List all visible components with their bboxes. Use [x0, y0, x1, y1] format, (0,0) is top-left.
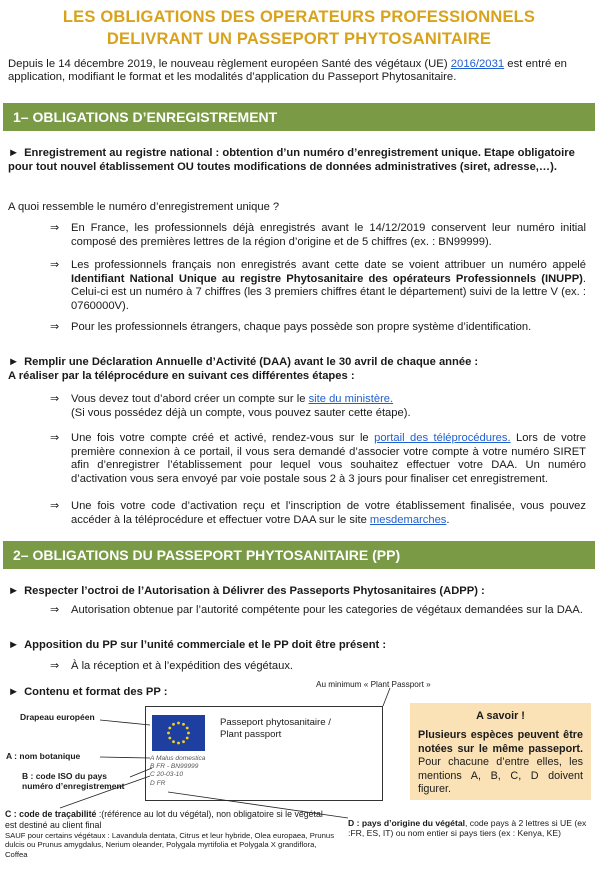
section-1	[0, 103, 598, 131]
daa-bullet	[8, 356, 586, 383]
daa-bullet-text: Remplir une Déclaration Annuelle d’Activité (DAA) avant le 30 avril de chaque année :	[24, 356, 479, 368]
a-savoir-text	[418, 729, 583, 796]
registration-bullet	[8, 147, 586, 174]
list-item-text	[71, 432, 586, 487]
label-a-text: A : nom botanique	[6, 751, 81, 761]
title-line-1: LES OBLIGATIONS DES OPERATEURS PROFESSIONNELS	[62, 8, 536, 26]
list-item-text: Pour les professionnels étrangers, chaque pays possède son propre système d’identification.	[71, 321, 532, 333]
list-item	[50, 660, 586, 674]
list-item	[50, 604, 586, 618]
code-d: D FR	[150, 779, 166, 787]
adpp-bullet-text: Respecter l’octroi de l’Autorisation à Délivrer des Passeports Phytosanitaires (ADPP) :	[24, 585, 485, 597]
label-a	[6, 751, 80, 761]
step1-note: (Si vous possédez déjà un compte, vous pouvez sauter cette étape).	[71, 406, 411, 419]
arrow-right-icon: ⇒	[50, 222, 60, 234]
list-item	[50, 432, 586, 487]
minimum-label-text: Au minimum « Plant Passport »	[316, 680, 431, 689]
a-savoir-box	[410, 703, 591, 800]
passport-title-line-2: Plant passport	[220, 728, 282, 740]
label-c-rest: :(référence au lot du végétal), non obligatoire si le végétal est destiné au client final	[5, 809, 323, 830]
label-b	[22, 771, 125, 791]
registration-question: A quoi ressemble le numéro d’enregistrement unique ?	[8, 201, 280, 213]
arrow-right-icon: ⇒	[50, 259, 60, 271]
passport-codes	[150, 755, 205, 788]
list-item-text	[71, 393, 586, 420]
ministry-site-link[interactable]: site du ministère.	[308, 393, 394, 405]
regulation-link[interactable]: 2016/2031	[450, 57, 505, 70]
triangle-bullet-icon: ►	[8, 639, 20, 651]
passport-sample	[145, 706, 383, 801]
eu-stars-icon	[152, 715, 205, 751]
adpp-bullet	[8, 585, 586, 599]
list-item-text: En France, les professionnels déjà enregistrés avant le 14/12/2019 conservent leur numéro initial composé des premières lettres de la région d’origine et de 5 chiffres (ex. : BN99999).	[71, 222, 586, 248]
arrow-right-icon: ⇒	[50, 432, 60, 444]
flag-label	[20, 712, 95, 722]
list-item	[50, 222, 586, 249]
inupp-text-end: . Celui-ci est un numéro à 7 chiffres (les 3 premiers chiffres étant le département) suivi de la lettre V (ex. : 0760000V).	[71, 272, 586, 312]
apposition-bullet-text: Apposition du PP sur l’unité commerciale et le PP doit être présent :	[24, 639, 387, 651]
label-c-bold: C : code de traçabilité	[5, 809, 97, 819]
passport-title	[220, 717, 331, 741]
triangle-bullet-icon: ►	[8, 147, 20, 159]
step2-text-start: Une fois votre compte créé et activé, rendez-vous sur le	[71, 432, 375, 444]
inupp-text-start: Les professionnels français non enregistrés avant cette date se voient attribuer un numéro appelé	[71, 259, 586, 271]
arrow-right-icon: ⇒	[50, 660, 60, 672]
code-a: A Malus domestica	[150, 755, 206, 762]
list-item-text: À la réception et à l’expédition des végétaux.	[71, 660, 294, 672]
minimum-label	[316, 680, 431, 690]
section-1-heading: 1– OBLIGATIONS D’ENREGISTREMENT	[3, 103, 595, 131]
step3-end: .	[446, 513, 450, 526]
arrow-right-icon: ⇒	[50, 393, 60, 405]
list-item	[50, 259, 586, 314]
label-b-line-1: B : code ISO du pays	[22, 771, 108, 781]
page-title	[0, 0, 598, 51]
title-line-2: DELIVRANT UN PASSEPORT PHYTOSANITAIRE	[106, 30, 492, 49]
daa-bullet-subtext: A réaliser par la téléprocédure en suivant ces différentes étapes :	[8, 369, 355, 382]
intro-paragraph	[0, 51, 598, 86]
format-bullet	[8, 686, 586, 700]
step3-text: Une fois votre code d’activation reçu et l’inscription de votre établissement finalisée, vous pouvez accéder à la téléprocédure et effectuer votre DAA sur le site	[71, 500, 586, 526]
intro-text-start: Depuis le 14 décembre 2019, le nouveau règlement européen Santé des végétaux (UE)	[8, 57, 451, 70]
code-b: B FR - BN99999	[150, 763, 199, 771]
teleprocedures-portal-link[interactable]: portail des téléprocédures.	[374, 432, 511, 444]
label-c	[5, 809, 335, 859]
step2-text-end: Lors de votre première connexion à ce portail, il vous sera demandé d’associer votre compte à votre numéro SIRET afin d’enregistrer l’établissement pour lequel vous souhaitez effectuer votre DAA. Un numéro d’activation vous sera envoyé par voie postale sous 2 à 3 jours pour finaliser cet enregistrement.	[71, 432, 586, 485]
apposition-bullet	[8, 639, 586, 653]
triangle-bullet-icon: ►	[8, 686, 20, 698]
list-item-text	[71, 500, 586, 527]
arrow-right-icon: ⇒	[50, 321, 60, 333]
inupp-bold: Identifiant National Unique au registre Phytosanitaire des opérateurs Professionnels (INUPP)	[71, 272, 583, 285]
arrow-right-icon: ⇒	[50, 604, 60, 616]
label-d-rest: , code pays à 2 lettres si UE (ex :FR, ES, IT) ou nom entier si pays tiers (ex : Kenya, KE)	[348, 818, 587, 839]
intro-text-end: est entré en application, modifiant le format et les modalités d’application du Passeport Phytosanitaire.	[8, 57, 567, 84]
triangle-bullet-icon: ►	[8, 585, 20, 597]
flag-label-text: Drapeau européen	[20, 712, 95, 722]
step1-text: Vous devez tout d’abord créer un compte sur le	[71, 393, 309, 405]
list-item	[50, 321, 586, 335]
a-savoir-heading: A savoir !	[476, 710, 525, 722]
a-savoir-bold: Plusieurs espèces peuvent être notées sur le même passeport.	[418, 729, 583, 755]
section-2-heading: 2– OBLIGATIONS DU PASSEPORT PHYTOSANITAIRE (PP)	[3, 541, 595, 569]
list-item-text: Autorisation obtenue par l’autorité compétente pour les categories de végétaux demandées sur la DAA.	[71, 604, 583, 616]
passport-title-line-1: Passeport phytosanitaire /	[220, 717, 331, 728]
eu-flag-icon	[152, 715, 205, 751]
arrow-right-icon: ⇒	[50, 500, 60, 512]
list-item	[50, 500, 586, 527]
triangle-bullet-icon: ►	[8, 356, 20, 368]
list-item	[50, 393, 586, 420]
format-bullet-text: Contenu et format des PP :	[24, 686, 168, 698]
label-b-line-2: numéro d’enregistrement	[22, 781, 125, 792]
label-d-bold: D : pays d’origine du végétal	[348, 818, 465, 828]
registration-bullet-text: Enregistrement au registre national : obtention d’un numéro d’enregistrement unique. Etape obligatoire pour tout nouvel établissement OU toutes modifications de données administratives (siret, adresse,…).	[8, 147, 575, 173]
label-c-exceptions: SAUF pour certains végétaux : Lavandula dentata, Citrus et leur hybride, Olea europaea, Prunus dulcis ou Prunus amygdalus, Nerium oleander, Polygala myrtifolia et Polygala X grandiflora, Coffea	[5, 831, 335, 859]
mesdemarches-link[interactable]: mesdemarches	[369, 513, 447, 526]
section-2	[0, 541, 598, 569]
a-savoir-rest: Pour chacune d’entre elles, les mentions A, B, C, D doivent figurer.	[418, 756, 583, 796]
label-d	[348, 818, 592, 839]
list-item-text	[71, 259, 586, 314]
code-c: C 20-03-10	[150, 771, 183, 779]
